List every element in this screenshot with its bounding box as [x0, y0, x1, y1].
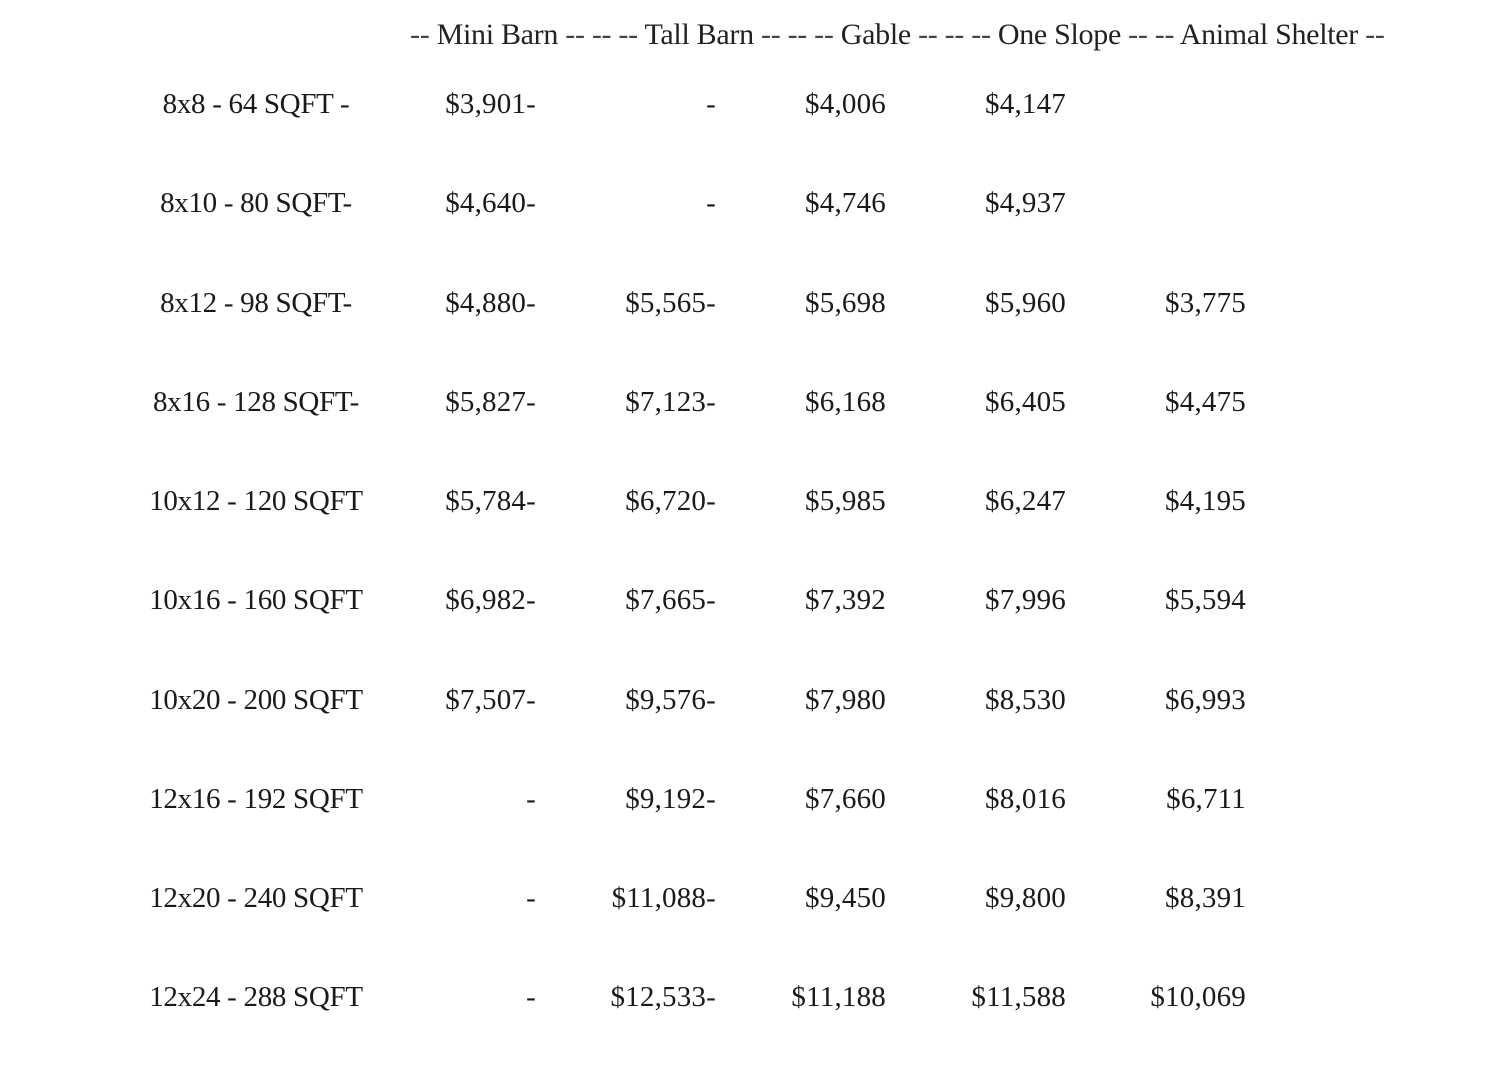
price-animal-shelter: $10,069 — [1150, 981, 1246, 1013]
price-one-slope: $6,247 — [985, 485, 1066, 517]
size-label: 12x24 - 288 SQFT — [149, 981, 363, 1013]
size-label: 8x8 - 64 SQFT - — [162, 88, 350, 120]
table-row — [0, 878, 1500, 918]
price-animal-shelter: $8,391 — [1165, 882, 1246, 914]
price-one-slope: $7,996 — [985, 584, 1066, 616]
header-separator: -- -- -- — [910, 18, 998, 51]
price-gable: $4,746 — [805, 187, 886, 219]
price-tall-barn: $7,665- — [625, 584, 716, 616]
price-gable: $5,698 — [805, 287, 886, 319]
price-tall-barn: $9,192- — [625, 783, 716, 815]
header-separator: -- — [410, 18, 437, 51]
price-gable: $9,450 — [805, 882, 886, 914]
price-gable: $4,006 — [805, 88, 886, 120]
header-separator: -- -- -- — [558, 18, 645, 51]
price-tall-barn: - — [706, 88, 716, 120]
column-header-row — [410, 18, 1385, 52]
price-mini-barn: $4,640- — [445, 187, 536, 219]
table-row — [0, 481, 1500, 521]
price-gable: $7,392 — [805, 584, 886, 616]
table-row — [0, 183, 1500, 223]
header-separator: -- — [1357, 18, 1385, 51]
size-label: 12x16 - 192 SQFT — [149, 783, 363, 815]
price-mini-barn: $3,901- — [445, 88, 536, 120]
price-one-slope: $8,016 — [985, 783, 1066, 815]
price-tall-barn: $6,720- — [625, 485, 716, 517]
price-one-slope: $11,588 — [971, 981, 1066, 1013]
price-tall-barn: $9,576- — [625, 684, 716, 716]
price-gable: $7,660 — [805, 783, 886, 815]
price-tall-barn: $5,565- — [625, 287, 716, 319]
table-row — [0, 283, 1500, 323]
price-gable: $11,188 — [791, 981, 886, 1013]
price-mini-barn: - — [526, 981, 536, 1013]
price-mini-barn: $7,507- — [445, 684, 536, 716]
price-one-slope: $9,800 — [985, 882, 1066, 914]
price-mini-barn: $5,827- — [445, 386, 536, 418]
price-animal-shelter: $4,475 — [1165, 386, 1246, 418]
price-tall-barn: - — [706, 187, 716, 219]
price-animal-shelter: $5,594 — [1165, 584, 1246, 616]
price-tall-barn: $7,123- — [625, 386, 716, 418]
size-label: 8x12 - 98 SQFT- — [160, 287, 352, 319]
price-animal-shelter: $3,775 — [1165, 287, 1246, 319]
price-tall-barn: $12,533- — [610, 981, 716, 1013]
column-header-gable: Gable — [840, 18, 911, 51]
size-label: 10x20 - 200 SQFT — [149, 684, 363, 716]
price-animal-shelter: $6,993 — [1165, 684, 1246, 716]
table-row — [0, 84, 1500, 124]
column-header-tall-barn: Tall Barn — [644, 18, 754, 51]
price-mini-barn: $5,784- — [445, 485, 536, 517]
header-separator: -- -- — [1120, 18, 1180, 51]
table-row — [0, 580, 1500, 620]
table-row — [0, 977, 1500, 1017]
price-one-slope: $4,147 — [985, 88, 1066, 120]
price-gable: $7,980 — [805, 684, 886, 716]
price-one-slope: $4,937 — [985, 187, 1066, 219]
price-mini-barn: - — [526, 783, 536, 815]
price-one-slope: $6,405 — [985, 386, 1066, 418]
price-mini-barn: $4,880- — [445, 287, 536, 319]
price-mini-barn: $6,982- — [445, 584, 536, 616]
size-label: 8x16 - 128 SQFT- — [152, 386, 360, 418]
price-one-slope: $5,960 — [985, 287, 1066, 319]
header-separator: -- -- -- — [753, 18, 841, 51]
size-label: 12x20 - 240 SQFT — [149, 882, 363, 914]
column-header-animal-shelter: Animal Shelter — [1179, 18, 1358, 51]
price-gable: $5,985 — [805, 485, 886, 517]
price-animal-shelter: $6,711 — [1166, 783, 1246, 815]
table-row — [0, 779, 1500, 819]
price-animal-shelter: $4,195 — [1165, 485, 1246, 517]
price-mini-barn: - — [526, 882, 536, 914]
size-label: 8x10 - 80 SQFT- — [160, 187, 352, 219]
price-one-slope: $8,530 — [985, 684, 1066, 716]
table-row — [0, 680, 1500, 720]
size-label: 10x16 - 160 SQFT — [149, 584, 363, 616]
column-header-mini-barn: Mini Barn — [436, 18, 559, 51]
table-row — [0, 382, 1500, 422]
price-gable: $6,168 — [805, 386, 886, 418]
price-tall-barn: $11,088- — [611, 882, 716, 914]
column-header-one-slope: One Slope — [997, 18, 1121, 51]
size-label: 10x12 - 120 SQFT — [149, 485, 363, 517]
